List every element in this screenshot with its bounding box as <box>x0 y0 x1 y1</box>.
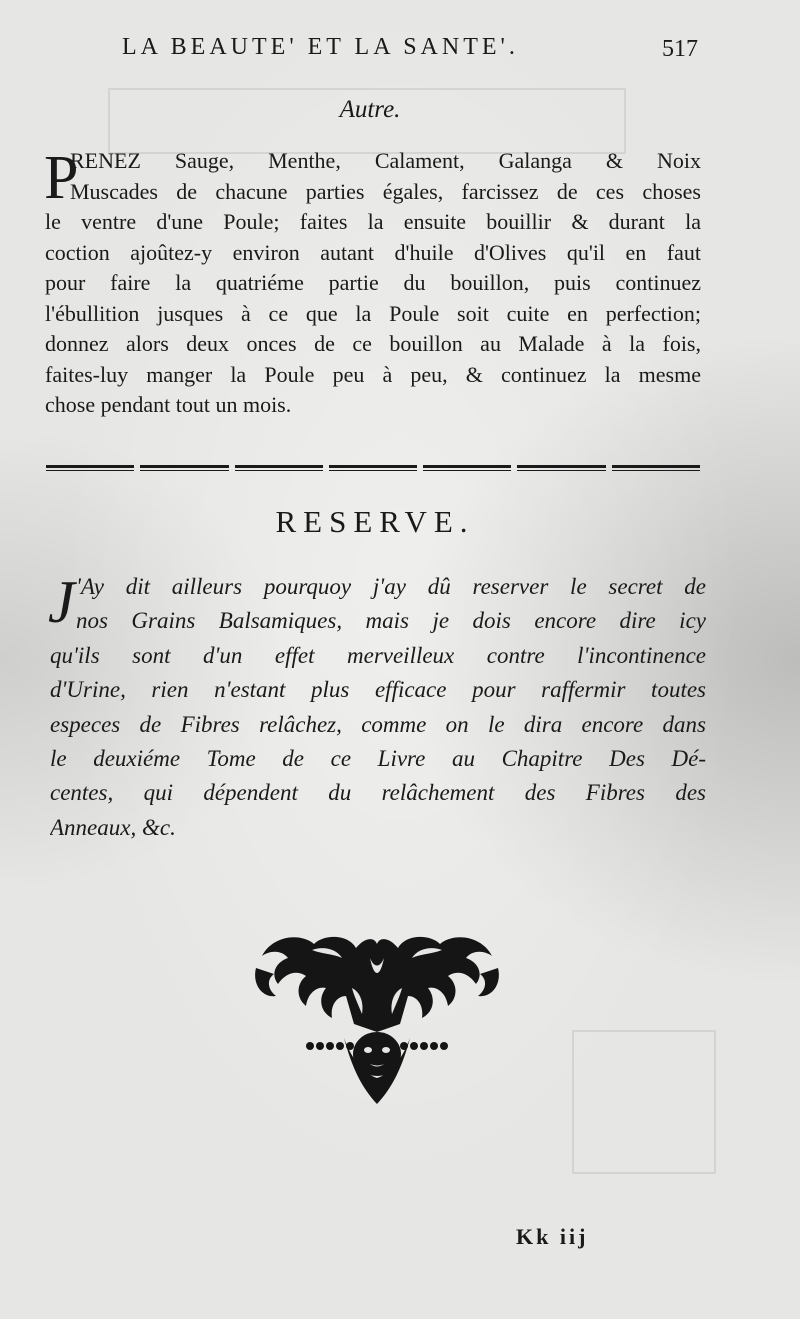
fleuron-ornament-icon <box>252 928 502 1108</box>
text-line: RENEZ Sauge, Menthe, Calament, Galanga & Noix <box>70 148 701 173</box>
rule-segment <box>46 465 134 471</box>
text-line: faites-luy manger la Poule peu à peu, & continuez la mesme <box>45 361 701 387</box>
text-line: le ventre d'une Poule; faites la ensuite bouillir & durant la <box>45 209 701 234</box>
text-line: donnez alors deux onces de ce bouillon au Malade à la fois, <box>45 331 701 356</box>
reserve-paragraph <box>50 570 706 845</box>
rule-segment <box>140 465 228 471</box>
text-line: d'Urine, rien n'estant plus efficace pour raffermir toutes <box>50 677 706 703</box>
section-heading-reserve: RESERVE. <box>275 504 475 539</box>
rule-segment <box>612 465 700 471</box>
section-divider-rule <box>46 465 700 473</box>
text-line: nos Grains Balsamiques, mais je dois encore dire icy <box>76 608 706 634</box>
signature-mark: Kk iij <box>516 1224 589 1249</box>
rule-segment <box>517 465 605 471</box>
page-number: 517 <box>662 36 698 62</box>
rule-segment <box>423 465 511 471</box>
text-line: le deuxiéme Tome de ce Livre au Chapitre Des Dé- <box>50 745 706 771</box>
text-line: chose pendant tout un mois. <box>45 392 292 417</box>
drop-cap-p: P <box>44 144 79 212</box>
show-through-initial-frame <box>572 1030 716 1174</box>
text-line: pour faire la quatriéme partie du bouillon, puis continuez <box>45 270 701 295</box>
text-line: coction ajoûtez-y environ autant d'huile d'Olives qu'il en faut <box>45 239 701 265</box>
recipe-paragraph <box>45 146 701 421</box>
text-line: 'Ay dit ailleurs pourquoy j'ay dû reserver le secret de <box>76 574 706 599</box>
section-heading-autre: Autre. <box>339 96 401 123</box>
text-line: l'ébullition jusques à ce que la Poule soit cuite en perfection; <box>45 300 701 326</box>
rule-segment <box>235 465 323 471</box>
text-line: Muscades de chacune parties égales, farcissez de ces choses <box>70 178 701 204</box>
text-line: centes, qui dépendent du relâchement des Fibres des <box>50 780 706 806</box>
text-line: especes de Fibres relâchez, comme on le dira encore dans <box>50 711 706 737</box>
text-line: Anneaux, &c. <box>50 814 176 840</box>
rule-segment <box>329 465 417 471</box>
running-head: LA BEAUTE' ET LA SANTE'. <box>122 34 519 60</box>
drop-cap-j: J <box>48 569 75 635</box>
text-line: qu'ils sont d'un effet merveilleux contre l'incontinence <box>50 642 706 668</box>
